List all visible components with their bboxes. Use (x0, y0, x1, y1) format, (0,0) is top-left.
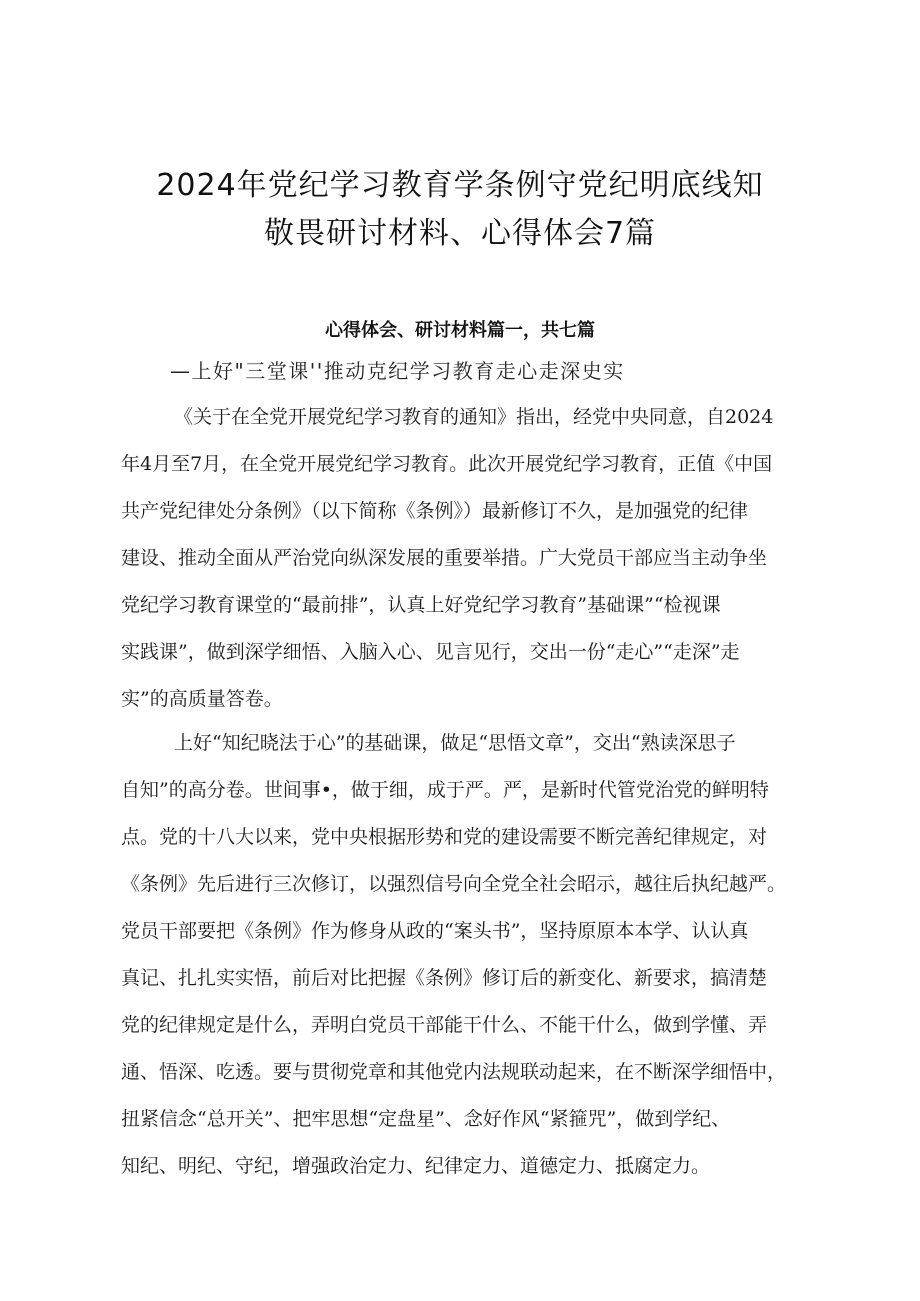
paragraph-2-line: 通、悟深、吃透。要与贯彻党章和其他党内法规联动起来，在不断深学细悟中， (121, 1061, 787, 1083)
document-title-line-1: 2024年党纪学习教育学条例守党纪明底线知 (156, 168, 764, 203)
paragraph-2-line: 自知”的高分卷。世间事•，做于细，成于严。严，是新时代管党治党的鲜明特 (121, 779, 769, 801)
paragraph-1-line: 《关于在全党开展党纪学习教育的通知》指出，经党中央同意，自2024 (174, 406, 774, 428)
paragraph-1-line: 建设、推动全面从严治党向纵深发展的重要举措。广大党员干部应当主动争坐 (121, 547, 768, 569)
article-byline: —上好"三堂课''推动克纪学习教育走心走深史实 (170, 359, 625, 383)
paragraph-1-line: 实”的高质量答卷。 (121, 688, 283, 710)
paragraph-2-line: 《条例》先后进行三次修订，以强烈信号向全党全社会昭示，越往后执纪越严。 (121, 873, 787, 895)
paragraph-2-line: 上好“知纪晓法于心”的基础课，做足“思悟文章”，交出“熟读深思子 (174, 732, 736, 754)
document-title-line-2: 敬畏研讨材料、心得体会7篇 (263, 216, 657, 251)
section-heading: 心得体会、研讨材料篇一，共七篇 (325, 320, 595, 341)
paragraph-1-line: 年4月至7月，在全党开展党纪学习教育。此次开展党纪学习教育，正值《中国 (121, 453, 773, 475)
paragraph-1-line: 党纪学习教育课堂的“最前排”，认真上好党纪学习教育”基础课”“检视课 (121, 594, 721, 616)
paragraph-2-line: 扭紧信念“总开关”、把牢思想“定盘星”、念好作风“紧箍咒”，做到学纪、 (121, 1108, 731, 1130)
paragraph-2-line: 真记、扎扎实实悟，前后对比把握《条例》修订后的新变化、新要求，搞清楚 (121, 967, 768, 989)
paragraph-2-line: 知纪、明纪、守纪，增强政治定力、纪律定力、道德定力、抵腐定力。 (121, 1155, 711, 1177)
paragraph-2-line: 党员干部要把《条例》作为修身从政的“案头书”，坚持原原本本学、认认真 (121, 920, 749, 942)
paragraph-2-line: 点。党的十八大以来，党中央根据形势和党的建设需要不断完善纪律规定，对 (121, 826, 768, 848)
paragraph-2-line: 党的纪律规定是什么，弄明白党员干部能干什么、不能干什么，做到学懂、弄 (121, 1014, 768, 1036)
paragraph-1-line: 实践课”，做到深学细悟、入脑入心、见言见行，交出一份“走心”“走深”走 (121, 641, 740, 663)
paragraph-1-line: 共产党纪律处分条例》（以下简称《条例》）最新修订不久，是加强党的纪律 (121, 500, 749, 522)
